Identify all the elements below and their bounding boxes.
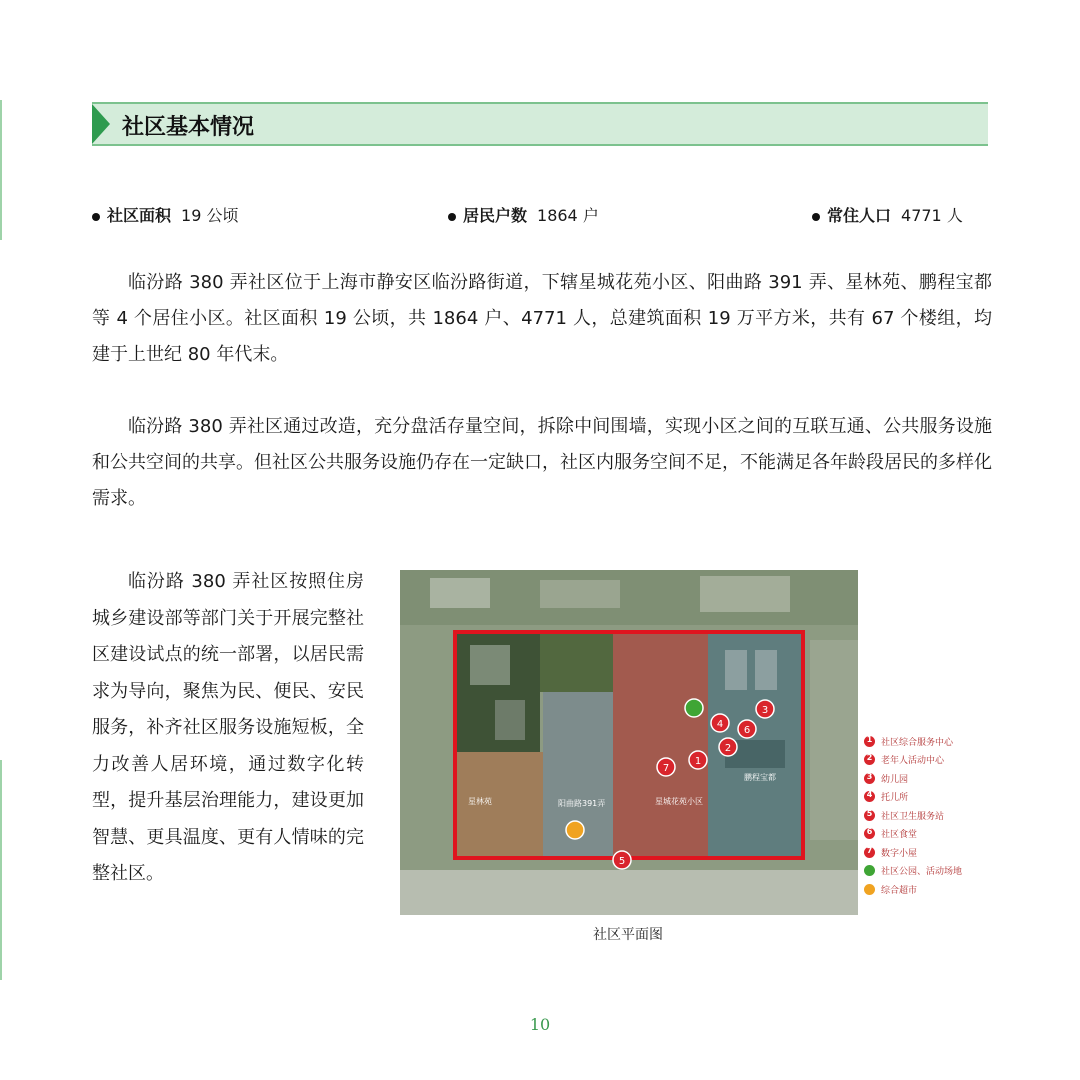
map-building xyxy=(755,650,777,690)
stat-value: 19 公顷 xyxy=(181,206,239,225)
legend-marker-icon xyxy=(864,865,875,876)
left-margin-line xyxy=(0,760,2,980)
map-building xyxy=(470,645,510,685)
renovation-paragraph: 临汾路 380 弄社区通过改造，充分盘活存量空间，拆除中间围墙，实现小区之间的互联互通、公共服务设施和公共空间的共享。但社区公共服务设施仍存在一定缺口，社区内服务空间不足，不能满足各年龄段居民的多样化需求。 xyxy=(92,416,992,509)
pilot-paragraph: 临汾路 380 弄社区按照住房城乡建设部等部门关于开展完整社区建设试点的统一部署，以居民需求为导向，聚焦为民、便民、安民服务，补齐社区服务设施短板，全力改善人居环境，通过数字化转型，提升基层治理能力，建设更加智慧、更具温度、更有人情味的完整社区。 xyxy=(92,571,364,884)
legend-label: 幼儿园 xyxy=(881,774,909,785)
stat-population xyxy=(812,203,963,226)
legend-item xyxy=(864,880,992,899)
map-pin-7 xyxy=(657,758,675,776)
legend-label: 数字小屋 xyxy=(881,848,918,859)
legend-item xyxy=(864,788,992,807)
legend-marker-icon: 7 xyxy=(864,847,875,858)
legend-item xyxy=(864,732,992,751)
bullet-icon xyxy=(92,213,100,221)
legend-marker-icon: 6 xyxy=(864,828,875,839)
section-title: 社区基本情况 xyxy=(122,115,255,140)
page-number: 10 xyxy=(529,1015,551,1034)
legend-item xyxy=(864,769,992,788)
legend-label: 社区综合服务中心 xyxy=(881,737,954,748)
svg-text:2: 2 xyxy=(724,743,732,754)
area-label: 星林苑 xyxy=(468,797,492,806)
stat-households xyxy=(448,203,599,226)
stat-label: 社区面积 xyxy=(107,206,172,225)
map-pin-4 xyxy=(711,714,729,732)
legend-label: 社区卫生服务站 xyxy=(881,811,945,822)
intro-paragraph: 临汾路 380 弄社区位于上海市静安区临汾路街道，下辖星城花苑小区、阳曲路 391 弄、星林苑、鹏程宝都等 4 个居住小区。社区面积 19 公顷，共 1864 户、4771 人，总建筑面积 19 万平方米，共有 67 个楼组，均建于上世纪 80 年代末。 xyxy=(92,272,992,365)
map-pin-market xyxy=(566,821,584,839)
stat-label: 常住人口 xyxy=(827,206,892,225)
stats-row xyxy=(0,203,1080,229)
legend-label: 托儿所 xyxy=(881,793,909,804)
stat-value: 1864 户 xyxy=(537,206,599,225)
map-pin-6 xyxy=(738,720,756,738)
map-legend xyxy=(864,732,992,899)
legend-marker-icon: 5 xyxy=(864,810,875,821)
bullet-icon xyxy=(448,213,456,221)
map-surroundings xyxy=(810,640,858,840)
legend-item xyxy=(864,806,992,825)
svg-text:5: 5 xyxy=(618,856,626,867)
stat-label: 居民户数 xyxy=(463,206,528,225)
legend-item xyxy=(864,825,992,844)
map-surroundings xyxy=(430,578,490,608)
legend-item xyxy=(864,862,992,881)
stat-area xyxy=(92,203,238,226)
map-caption: 社区平面图 xyxy=(593,927,663,943)
map-pin-3 xyxy=(756,700,774,718)
legend-label: 社区食堂 xyxy=(881,830,918,841)
legend-marker-icon: 4 xyxy=(864,791,875,802)
section-header xyxy=(92,102,988,146)
svg-text:6: 6 xyxy=(743,725,751,736)
map-surroundings xyxy=(700,576,790,612)
svg-text:4: 4 xyxy=(716,719,724,730)
area-label: 鹏程宝都 xyxy=(744,773,776,782)
area-label: 星城花苑小区 xyxy=(655,797,703,806)
stat-value: 4771 人 xyxy=(901,206,963,225)
legend-label: 社区公园、活动场地 xyxy=(881,867,963,878)
map-block-north xyxy=(540,632,613,692)
map-building xyxy=(725,650,747,690)
map-road xyxy=(400,870,858,915)
svg-text:1: 1 xyxy=(694,756,702,767)
map-building xyxy=(495,700,525,740)
legend-marker-icon: 2 xyxy=(864,754,875,765)
map-pin-2 xyxy=(719,738,737,756)
svg-text:3: 3 xyxy=(761,705,769,716)
map-pin-1 xyxy=(689,751,707,769)
legend-marker-icon xyxy=(864,884,875,895)
map-surroundings xyxy=(540,580,620,608)
map-pin-5 xyxy=(613,851,631,869)
legend-marker-icon: 1 xyxy=(864,736,875,747)
arrow-icon xyxy=(92,104,110,144)
map-pin-park xyxy=(685,699,703,717)
legend-label: 综合超市 xyxy=(881,885,918,896)
bullet-icon xyxy=(812,213,820,221)
legend-item xyxy=(864,751,992,770)
legend-marker-icon: 3 xyxy=(864,773,875,784)
map-block-xingcheng xyxy=(613,632,708,858)
legend-item xyxy=(864,843,992,862)
svg-text:7: 7 xyxy=(662,763,670,774)
area-label: 阳曲路391弄 xyxy=(558,799,606,808)
legend-label: 老年人活动中心 xyxy=(881,756,945,767)
